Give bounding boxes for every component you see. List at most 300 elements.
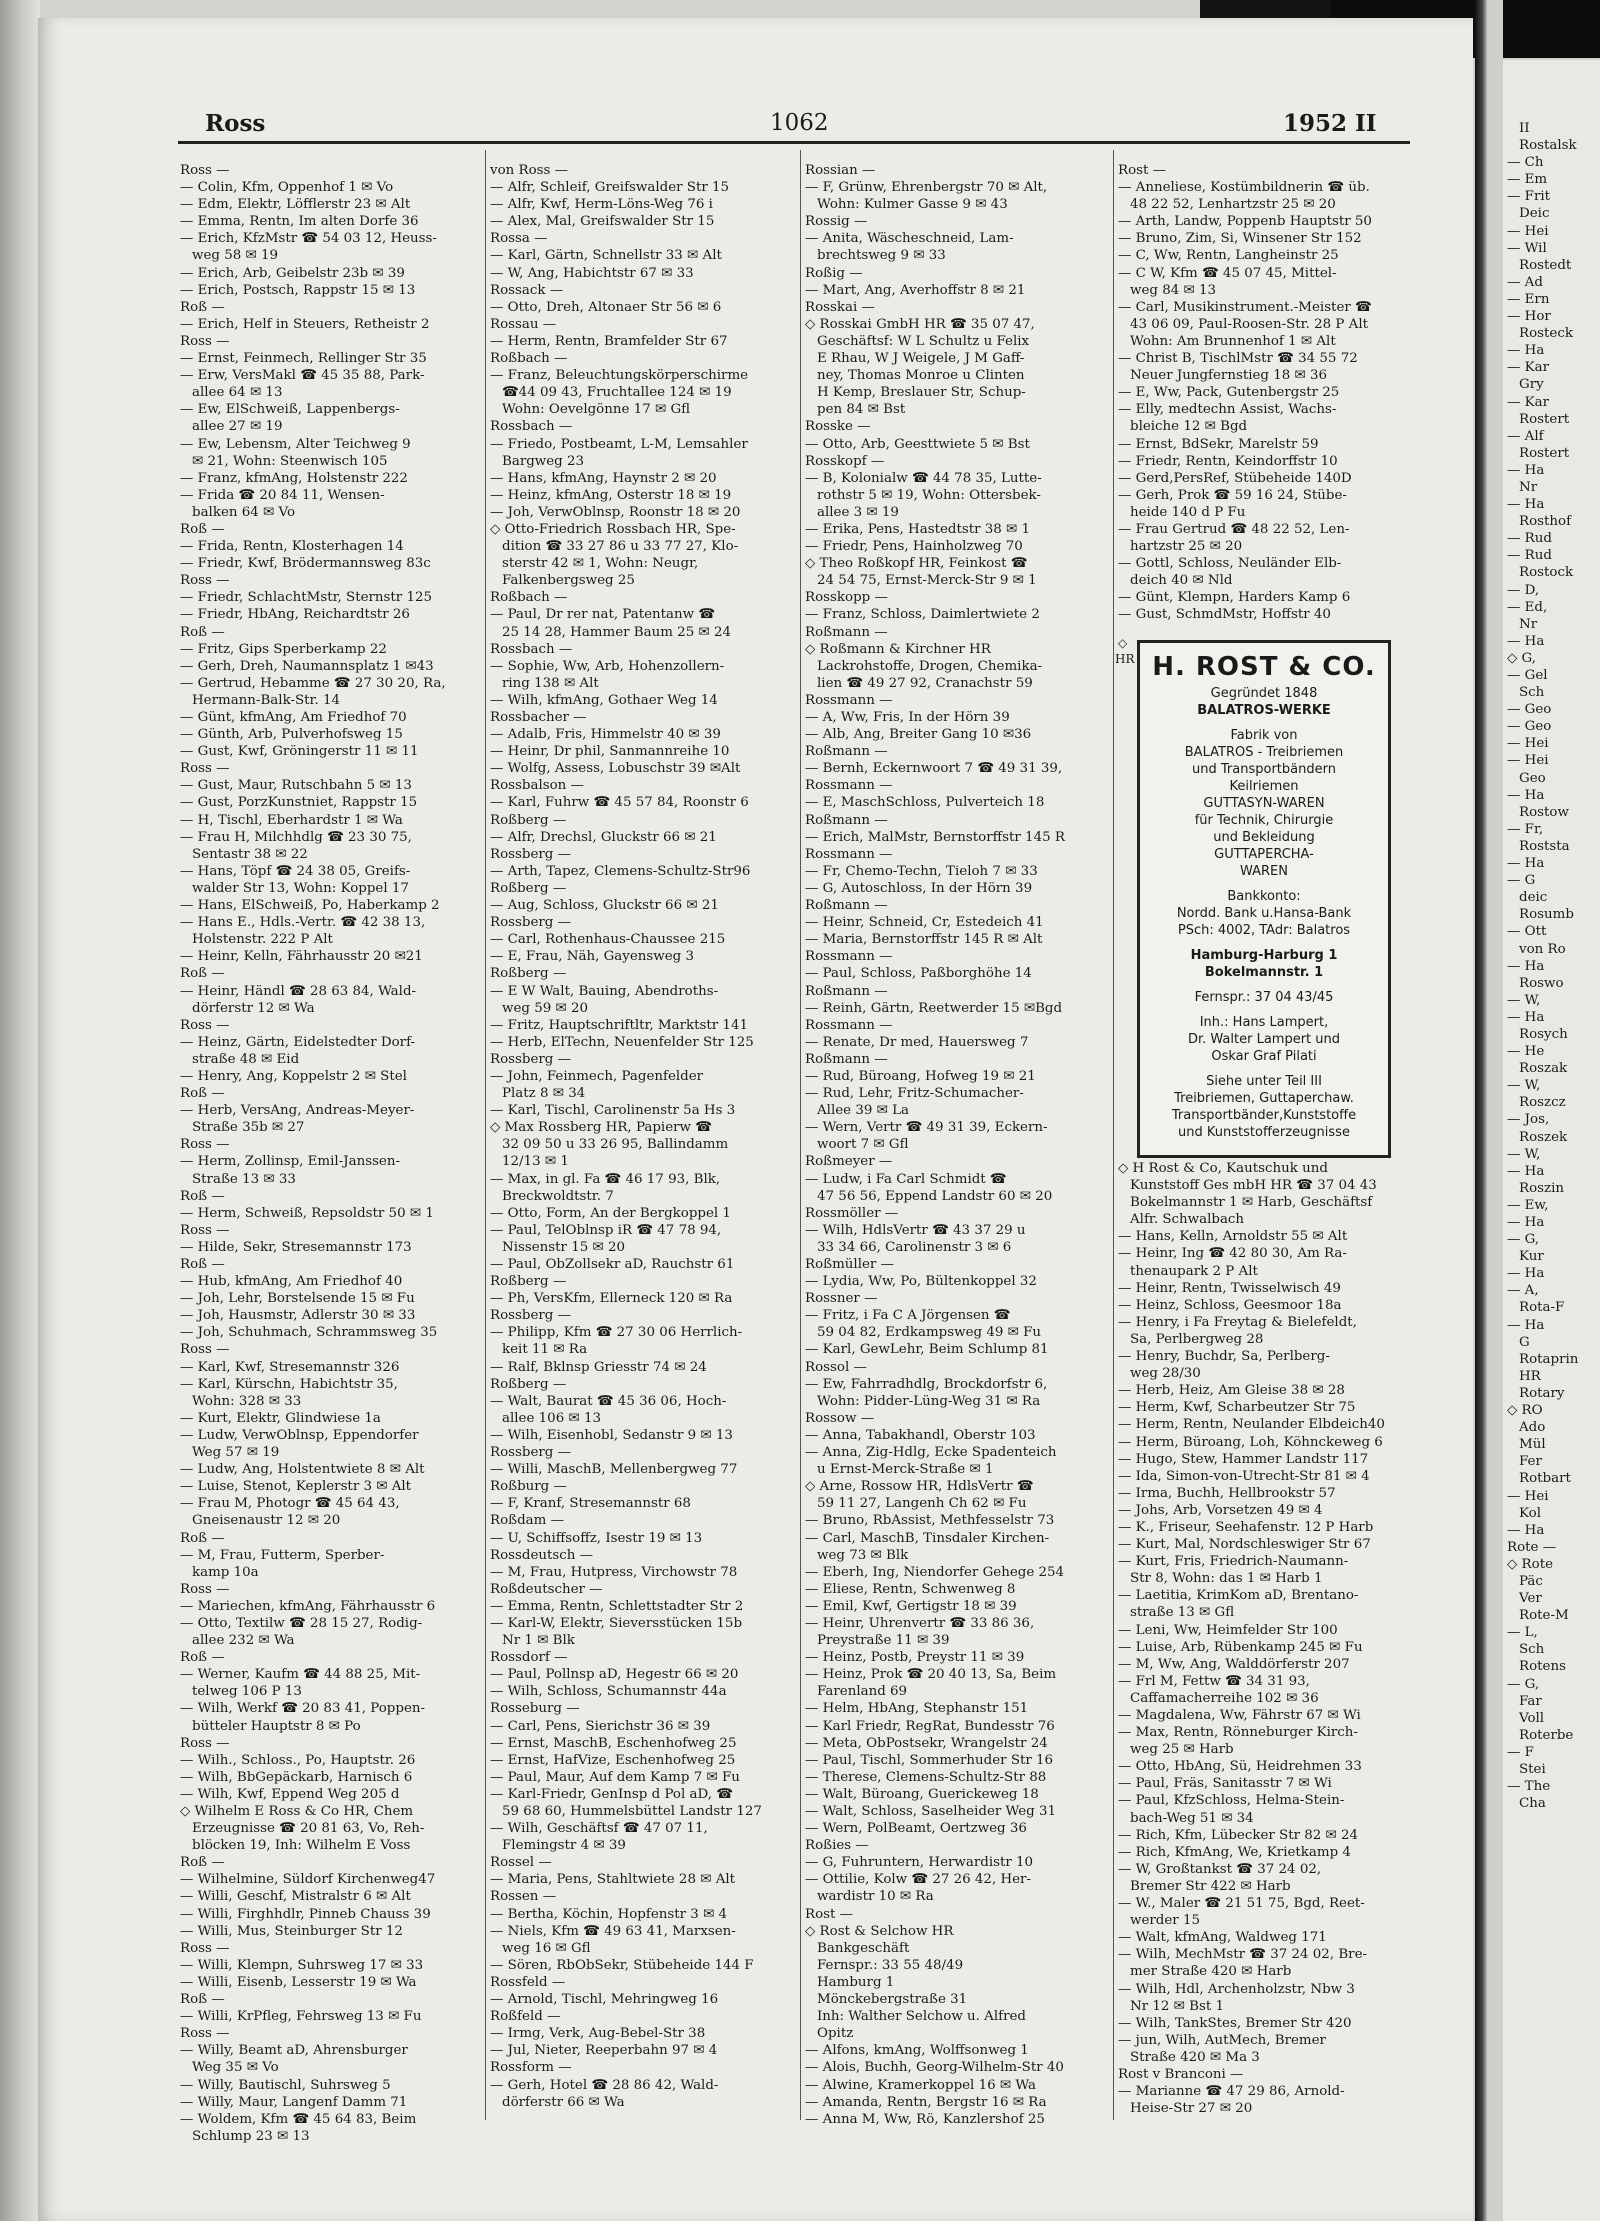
directory-entry-line: — Friedr, Pens, Hainholzweg 70 [805, 539, 1023, 555]
directory-entry-line: — K., Friseur, Seehafenstr. 12 P Harb [1118, 1519, 1374, 1535]
directory-entry-line: — Karl-W, Elektr, Sieversstücken 15b [490, 1615, 743, 1631]
directory-entry-line: telweg 106 P 13 [192, 1684, 302, 1700]
directory-entry-line: — Alfr, Drechsl, Gluckstr 66 ✉ 21 [490, 829, 717, 845]
directory-entry-line: Rossbalson — [490, 778, 584, 794]
directory-entry-line: — Ha [1507, 497, 1545, 513]
directory-entry-line: — Colin, Kfm, Oppenhof 1 ✉ Vo [180, 180, 394, 196]
ad-hr-marker: HR [1115, 652, 1135, 666]
directory-entry-line: Breckwoldtstr. 7 [502, 1188, 614, 1204]
directory-entry-line: Stei [1519, 1762, 1546, 1777]
directory-entry-line: — B, Kolonialw ☎ 44 78 35, Lutte- [805, 470, 1042, 486]
directory-entry-line: Roszin [1519, 1180, 1564, 1196]
directory-entry-line: — Irma, Buchh, Hellbrookstr 57 [1118, 1485, 1336, 1501]
directory-entry-line: Schlump 23 ✉ 13 [192, 2128, 310, 2144]
directory-entry-line: — Kurt, Fris, Friedrich-Naumann- [1118, 1554, 1349, 1570]
directory-entry-line: — Emma, Rentn, Schlettstadter Str 2 [490, 1598, 744, 1614]
directory-entry-line: — Frau H, Milchhdlg ☎ 23 30 75, [180, 829, 412, 845]
directory-entry-line: Päc [1519, 1573, 1543, 1589]
running-head-right: 1952 II [1283, 110, 1377, 137]
directory-entry-line: Neuer Jungfernstieg 18 ✉ 36 [1130, 368, 1328, 384]
directory-entry-line: — Heinr, Händl ☎ 28 63 84, Wald- [180, 983, 417, 999]
next-page-edge [1503, 60, 1600, 2221]
directory-entry-line: — Heinz, Schloss, Geesmoor 18a [1118, 1297, 1342, 1313]
directory-entry-line: — Karl, Tischl, Carolinenstr 5a Hs 3 [490, 1103, 736, 1119]
directory-entry-line: Rosseburg — [490, 1701, 580, 1717]
directory-entry-line: — Bertha, Köchin, Hopfenstr 3 ✉ 4 [490, 1906, 728, 1922]
directory-entry-line: ◇ Max Rossberg HR, Papierw ☎ [490, 1120, 712, 1136]
ad-owners [1140, 1014, 1388, 1065]
directory-entry-line: — Wilh, kfmAng, Gothaer Weg 14 [490, 692, 718, 708]
directory-entry-line: Rossmann — [805, 778, 893, 794]
directory-entry-line: — Frida ☎ 20 84 11, Wensen- [180, 487, 385, 503]
directory-entry-line: Roß — [180, 521, 225, 537]
directory-entry-line: deic [1519, 890, 1548, 906]
directory-entry-line: und Transportbändern [1192, 762, 1336, 777]
directory-entry-line: Nr 1 ✉ Blk [502, 1633, 575, 1649]
directory-entry-line: ◇ G, [1507, 650, 1537, 666]
directory-entry-line: — Franz, kfmAng, Holstenstr 222 [180, 470, 408, 486]
directory-entry-line: pen 84 ✉ Bst [817, 402, 906, 418]
directory-entry-line: — Maria, Bernstorffstr 145 R ✉ Alt [805, 932, 1043, 948]
directory-entry-line: GUTTASYN-WAREN [1203, 796, 1325, 811]
directory-entry-line: — Jos, [1507, 1112, 1550, 1128]
directory-entry-line: — Ha [1507, 1317, 1545, 1333]
directory-entry-line: Holstenstr. 222 P Alt [192, 932, 333, 948]
directory-entry-line: Rossbach — [490, 641, 573, 657]
directory-entry-line: — Herm, Schweiß, Repsoldstr 50 ✉ 1 [180, 1205, 434, 1221]
directory-entry-line: BALATROS - Treibriemen [1184, 745, 1344, 760]
directory-entry-line: Fabrik von [1230, 728, 1298, 743]
directory-entry-line: Voll [1519, 1710, 1545, 1726]
directory-entry-line: — Mart, Ang, Averhoffstr 8 ✉ 21 [805, 282, 1026, 298]
directory-entry-line: Rossmann — [805, 949, 893, 965]
directory-entry-line: — Otto, Textilw ☎ 28 15 27, Rodig- [180, 1615, 423, 1631]
directory-entry-line: — Alwine, Kramerkoppel 16 ✉ Wa [805, 2077, 1036, 2093]
directory-entry-line: — Herm, Büroang, Loh, Köhnckeweg 6 [1118, 1434, 1383, 1450]
directory-entry-line: weg 84 ✉ 13 [1130, 282, 1217, 298]
directory-entry-line: — Arnold, Tischl, Mehringweg 16 [490, 1992, 719, 2008]
directory-entry-line: — Wil [1507, 240, 1547, 256]
directory-entry-line: — Fritz, Hauptschriftltr, Marktstr 141 [490, 1017, 748, 1033]
directory-entry-line: — Walt, Baurat ☎ 45 36 06, Hoch- [490, 1393, 727, 1409]
directory-entry-line: weg 16 ✉ Gfl [502, 1940, 591, 1956]
directory-entry-line: 32 09 50 u 33 26 95, Ballindamm [502, 1137, 729, 1153]
directory-entry-line: — Hans E., Hdls.-Vertr. ☎ 42 38 13, [180, 915, 426, 931]
directory-entry-line: — Max, in gl. Fa ☎ 46 17 93, Blk, [490, 1171, 721, 1187]
ad-phone: Fernspr.: 37 04 43/45 [1194, 990, 1334, 1005]
directory-entry-line: — Joh, Hausmstr, Adlerstr 30 ✉ 33 [180, 1308, 416, 1324]
binding-left [0, 0, 40, 2221]
directory-entry-line: Geo [1519, 770, 1546, 786]
directory-entry-line: Rossel — [490, 1855, 552, 1871]
directory-entry-line: Erzeugnisse ☎ 20 81 63, Vo, Reh- [192, 1821, 425, 1837]
ad-title: H. ROST & CO. [1152, 652, 1376, 682]
directory-entry-line: — Ott [1507, 924, 1547, 940]
directory-entry-line: u Ernst-Merck-Straße ✉ 1 [817, 1462, 994, 1478]
directory-entry-line: — Karl, Kürschn, Habichtstr 35, [180, 1376, 398, 1392]
directory-entry-line: ◇ Otto-Friedrich Rossbach HR, Spe- [490, 521, 736, 537]
directory-entry-line: 24 54 75, Ernst-Merck-Str 9 ✉ 1 [817, 573, 1037, 589]
directory-entry-line: — Gust, Maur, Rutschbahn 5 ✉ 13 [180, 778, 412, 794]
ad-works: BALATROS-WERKE [1197, 703, 1331, 718]
directory-entry-line: — Herm, Kwf, Scharbeutzer Str 75 [1118, 1400, 1356, 1416]
directory-entry-line: und Kunststofferzeugnisse [1178, 1125, 1350, 1140]
directory-entry-line: — C W, Kfm ☎ 45 07 45, Mittel- [1118, 265, 1337, 281]
directory-entry-line: — Heinz, Postb, Preystr 11 ✉ 39 [805, 1650, 1025, 1666]
directory-entry-line: — Friedr, Kwf, Brödermannsweg 83c [180, 556, 431, 572]
directory-entry-line: — Wilh, Schloss, Schumannstr 44a [490, 1684, 727, 1700]
directory-entry-line: Rote-M [1519, 1608, 1569, 1624]
directory-entry-line: Roszak [1519, 1061, 1568, 1077]
directory-entry-line: — Ha [1507, 1009, 1545, 1025]
directory-entry-line: PSch: 4002, TAdr: Balatros [1177, 923, 1351, 938]
directory-entry-line: — Karl, Gärtn, Schnellstr 33 ✉ Alt [490, 248, 722, 264]
directory-entry-line: Roß — [180, 299, 225, 315]
directory-entry-line: GUTTAPERCHA- [1214, 847, 1314, 862]
directory-entry-line: Rosskopp — [805, 590, 888, 606]
directory-entry-line: — Heinr, Uhrenvertr ☎ 33 86 36, [805, 1615, 1035, 1631]
directory-entry-line: — Frit [1507, 189, 1551, 205]
directory-entry-line: Heise-Str 27 ✉ 20 [1130, 2101, 1253, 2117]
directory-entry-line: hartzstr 25 ✉ 20 [1130, 539, 1243, 555]
directory-entry-line: — Karl-Friedr, GenInsp d Pol aD, ☎ [490, 1786, 733, 1802]
directory-entry-line: Roszcz [1519, 1095, 1566, 1111]
directory-entry-line: — Sophie, Ww, Arb, Hohenzollern- [490, 658, 725, 674]
directory-entry-line: deich 40 ✉ Nld [1130, 573, 1233, 589]
directory-entry-line: — Paul, Maur, Auf dem Kamp 7 ✉ Fu [490, 1769, 740, 1785]
directory-entry-line: — Willi, KrPfleg, Fehrsweg 13 ✉ Fu [180, 2009, 422, 2025]
directory-entry-line: ◇ Arne, Rossow HR, HdlsVertr ☎ [805, 1479, 1034, 1495]
directory-entry-line: — Maria, Pens, Stahltwiete 28 ✉ Alt [490, 1872, 736, 1888]
directory-entry-line: — Ha [1507, 787, 1545, 803]
directory-entry-line: Roßies — [805, 1838, 869, 1854]
directory-entry-line: Inh.: Hans Lampert, [1199, 1015, 1329, 1030]
page-gap [1487, 0, 1503, 2221]
directory-entry-line: Rosumb [1519, 907, 1574, 923]
directory-entry-line: — Alfr, Schleif, Greifswalder Str 15 [490, 180, 730, 196]
directory-entry-line: Bokelmannstr. 1 [1204, 965, 1324, 980]
directory-entry-line: Sentastr 38 ✉ 22 [192, 846, 308, 862]
directory-entry-line: — Alfons, kmAng, Wolffsonweg 1 [805, 2043, 1029, 2059]
directory-entry-line: — Walt, Schloss, Saselheider Weg 31 [805, 1804, 1056, 1819]
directory-entry-line: Roßberg — [490, 812, 567, 828]
directory-entry-line: — Anna M, Ww, Rö, Kanzlershof 25 [805, 2111, 1045, 2127]
directory-entry-line: Caffamacherreihe 102 ✉ 36 [1130, 1690, 1319, 1706]
directory-entry-line: ✉ 21, Wohn: Steenwisch 105 [192, 453, 388, 469]
directory-entry-line: — Ew, Lebensm, Alter Teichweg 9 [180, 436, 411, 452]
directory-entry-line: — Wern, Vertr ☎ 49 31 39, Eckern- [805, 1120, 1048, 1136]
directory-entry-line: Nr 12 ✉ Bst 1 [1130, 1998, 1225, 2014]
directory-entry-line: — M, Frau, Futterm, Sperber- [180, 1547, 385, 1563]
directory-entry-line: — Reinh, Gärtn, Reetwerder 15 ✉Bgd [805, 1000, 1063, 1016]
directory-entry-line: 47 56 56, Eppend Landstr 60 ✉ 20 [817, 1188, 1053, 1204]
directory-entry-line: Sch [1519, 1642, 1545, 1658]
directory-entry-line: Rossberg — [490, 915, 572, 931]
directory-entry-line: Opitz [817, 2026, 854, 2042]
directory-entry-line: ◇ Roßmann & Kirchner HR [805, 641, 991, 657]
directory-entry-line: — Willi, MaschB, Mellenbergweg 77 [490, 1462, 738, 1478]
directory-entry-line: Roszek [1519, 1129, 1568, 1145]
directory-entry-line: Ross — [180, 1342, 230, 1358]
directory-entry-line: Ado [1519, 1420, 1546, 1436]
directory-entry-line: — Heinr, Kelln, Fährhausstr 20 ✉21 [180, 949, 423, 965]
directory-entry-line: Str 8, Wohn: das 1 ✉ Harb 1 [1130, 1571, 1323, 1587]
directory-entry-line: Keilriemen [1229, 779, 1299, 794]
directory-entry-line: — L, [1507, 1625, 1538, 1641]
directory-entry-line: — Bernh, Eckernwoort 7 ☎ 49 31 39, [805, 761, 1063, 777]
directory-entry-line: 33 34 66, Carolinenstr 3 ✉ 6 [817, 1239, 1012, 1255]
directory-entry-line: — Karl, Kwf, Stresemannstr 326 [180, 1359, 400, 1375]
directory-entry-line: Platz 8 ✉ 34 [502, 1086, 586, 1102]
directory-entry-line: — Lydia, Ww, Po, Bültenkoppel 32 [805, 1274, 1037, 1290]
directory-entry-line: — Heinz, Gärtn, Eidelstedter Dorf- [180, 1034, 416, 1050]
directory-entry-line: weg 73 ✉ Blk [817, 1547, 909, 1563]
directory-entry-line: Nr [1519, 616, 1538, 632]
directory-entry-line: — Alois, Buchh, Georg-Wilhelm-Str 40 [805, 2060, 1064, 2076]
directory-entry-line: — Wilhelmine, Süldorf Kirchenweg47 [180, 1872, 436, 1888]
directory-entry-line: — Therese, Clemens-Schultz-Str 88 [805, 1769, 1047, 1785]
directory-entry-line: Rossner — [805, 1291, 878, 1307]
directory-entry-line: — G, Autoschloss, In der Hörn 39 [805, 880, 1033, 896]
directory-entry-line: Rossberg — [490, 1051, 572, 1067]
directory-entry-line: — Ottilie, Kolw ☎ 27 26 42, Her- [805, 1872, 1031, 1888]
directory-entry-line: — Friedr, SchlachtMstr, Sternstr 125 [180, 590, 433, 606]
directory-entry-line: — Eliese, Rentn, Schwenweg 8 [805, 1581, 1016, 1597]
directory-entry-line: II [1519, 121, 1530, 136]
directory-entry-line: Rossberg — [490, 846, 572, 862]
book-spine [1475, 0, 1487, 2221]
directory-entry-line: — Gerh, Hotel ☎ 28 86 42, Wald- [490, 2077, 719, 2093]
directory-entry-line: Rostert [1519, 445, 1570, 461]
directory-entry-line: — Wilh, Kwf, Eppend Weg 205 d [180, 1786, 400, 1802]
running-head-left: Ross [205, 110, 266, 137]
directory-entry-line: allee 27 ✉ 19 [192, 419, 283, 435]
directory-entry-line: Bremer Str 422 ✉ Harb [1130, 1878, 1291, 1894]
directory-entry-line: — Wern, PolBeamt, Oertzweg 36 [805, 1821, 1027, 1837]
directory-entry-line: weg 59 ✉ 20 [502, 1000, 589, 1016]
directory-entry-line: Weg 57 ✉ 19 [192, 1445, 280, 1461]
ad-bank-title: Bankkonto: [1227, 889, 1301, 904]
directory-entry-line: Bankgeschäft [817, 1940, 910, 1956]
directory-entry-line: — Friedr, Rentn, Keindorffstr 10 [1118, 453, 1338, 469]
directory-entry-line: — Herb, VersAng, Andreas-Meyer- [180, 1103, 415, 1119]
directory-entry-line: — Joh, VerwOblnsp, Roonstr 18 ✉ 20 [490, 504, 741, 520]
column-2 [490, 162, 802, 2111]
directory-entry-line: Roß — [180, 1855, 225, 1871]
directory-entry-line: Ver [1519, 1591, 1542, 1607]
directory-entry-line: — Bruno, Zim, Si, Winsener Str 152 [1118, 231, 1362, 247]
directory-entry-line: heide 140 d P Fu [1130, 504, 1246, 520]
directory-entry-line: — F [1507, 1744, 1534, 1760]
directory-entry-line: Rossa — [490, 231, 548, 247]
directory-entry-line: — Ew, [1507, 1197, 1549, 1213]
directory-entry-line: — Ph, VersKfm, Ellerneck 120 ✉ Ra [490, 1291, 733, 1307]
directory-entry-line: — Geo [1507, 719, 1552, 735]
directory-entry-line: — Rud [1507, 548, 1552, 564]
directory-entry-line: ney, Thomas Monroe u Clinten [817, 368, 1025, 384]
directory-entry-line: — Ad [1507, 274, 1543, 290]
directory-entry-line: Rossform — [490, 2060, 572, 2076]
directory-entry-line: straße 13 ✉ Gfl [1130, 1605, 1235, 1621]
directory-entry-line: — Wilh., Schloss., Po, Hauptstr. 26 [180, 1752, 416, 1768]
directory-entry-line: — Hilde, Sekr, Stresemannstr 173 [180, 1239, 412, 1255]
directory-entry-line: — F, Grünw, Ehrenbergstr 70 ✉ Alt, [805, 180, 1048, 196]
directory-entry-line: Allee 39 ✉ La [817, 1103, 909, 1119]
directory-entry-line: — Hei [1507, 223, 1549, 239]
directory-entry-line: 25 14 28, Hammer Baum 25 ✉ 24 [502, 624, 731, 640]
directory-entry-line: Rostock [1519, 565, 1574, 581]
directory-entry-line: — H, Tischl, Eberhardstr 1 ✉ Wa [180, 812, 403, 828]
directory-entry-line: Roßmann — [805, 624, 888, 640]
directory-entry-line: Rossmann — [805, 1017, 893, 1033]
directory-entry-line: — Rud, Lehr, Fritz-Schumacher- [805, 1086, 1024, 1102]
directory-entry-line: — Ha [1507, 1266, 1545, 1282]
directory-entry-line: Straße 420 ✉ Ma 3 [1130, 2049, 1260, 2065]
directory-entry-line: — E, Ww, Pack, Gutenbergstr 25 [1118, 385, 1340, 401]
directory-entry-line: Roß — [180, 1086, 225, 1102]
directory-entry-line: Rotary [1519, 1385, 1565, 1401]
directory-entry-line: Sa, Perlbergweg 28 [1130, 1331, 1264, 1347]
directory-entry-line: Rosskopf — [805, 453, 885, 469]
directory-entry-line: — Wilh, TankStes, Bremer Str 420 [1118, 2015, 1352, 2031]
directory-entry-line: Flemingstr 4 ✉ 39 [502, 1838, 626, 1854]
directory-entry-line: — C, Ww, Rentn, Langheinstr 25 [1118, 248, 1339, 264]
directory-entry-line: — Wilh, Eisenhobl, Sedanstr 9 ✉ 13 [490, 1427, 733, 1443]
directory-entry-line: Rossian — [805, 163, 876, 178]
directory-entry-line: — Arth, Landw, Poppenb Hauptstr 50 [1118, 214, 1372, 230]
directory-entry-line: Hamburg-Harburg 1 [1190, 948, 1338, 963]
directory-entry-line: — Otto, Dreh, Altonaer Str 56 ✉ 6 [490, 299, 722, 315]
directory-entry-line: — Hei [1507, 753, 1549, 769]
directory-entry-line: — Herb, ElTechn, Neuenfelder Str 125 [490, 1034, 754, 1050]
directory-entry-line: ◇ RO [1507, 1403, 1543, 1419]
directory-entry-line: — Ch [1507, 155, 1544, 171]
directory-entry-line: — Heinz, kfmAng, Osterstr 18 ✉ 19 [490, 487, 732, 503]
directory-entry-line: — Kar [1507, 360, 1550, 376]
directory-entry-line: bütteler Hauptstr 8 ✉ Po [192, 1718, 361, 1734]
directory-entry-line: Rossbach — [490, 419, 573, 435]
directory-entry-line: — U, Schiffsoffz, Isestr 19 ✉ 13 [490, 1530, 703, 1546]
directory-entry-line: Rostow [1519, 804, 1569, 820]
directory-entry-line: Nissenstr 15 ✉ 20 [502, 1239, 626, 1255]
directory-entry-line: — Jul, Nieter, Reeperbahn 97 ✉ 4 [490, 2043, 718, 2059]
directory-entry-line: Weg 35 ✉ Vo [192, 2060, 279, 2076]
directory-entry-line: Inh: Walther Selchow u. Alfred [817, 2009, 1026, 2025]
directory-entry-line: — Magdalena, Ww, Fährstr 67 ✉ Wi [1118, 1708, 1361, 1723]
directory-entry-line: — Wilh, MechMstr ☎ 37 24 02, Bre- [1118, 1947, 1368, 1963]
directory-entry-line: Treibriemen, Guttaperchaw. [1174, 1091, 1354, 1106]
directory-entry-line: — Alfr, Kwf, Herm-Löns-Weg 76 i [490, 197, 713, 213]
directory-entry-line: — Ha [1507, 856, 1545, 872]
directory-entry-line: — Rud [1507, 531, 1552, 547]
directory-entry-line: — Werner, Kaufm ☎ 44 88 25, Mit- [180, 1667, 421, 1683]
directory-entry-line: — Amanda, Rentn, Bergstr 16 ✉ Ra [805, 2094, 1047, 2110]
directory-entry-line: — W, Ang, Habichtstr 67 ✉ 33 [490, 265, 694, 281]
directory-entry-line: Far [1519, 1693, 1542, 1709]
directory-entry-line: — Willy, Beamt aD, Ahrensburger [180, 2043, 408, 2059]
directory-entry-line: ring 138 ✉ Alt [502, 675, 599, 691]
directory-entry-line: Lackrohstoffe, Drogen, Chemika- [817, 658, 1043, 674]
directory-entry-line: Rossol — [805, 1359, 867, 1375]
directory-entry-line: — Renate, Dr med, Hauersweg 7 [805, 1034, 1029, 1050]
directory-entry-line: ◇ Rosskai GmbH HR ☎ 35 07 47, [805, 316, 1035, 332]
directory-entry-line: Rossfeld — [490, 1974, 566, 1990]
directory-entry-line: — Fritz, i Fa C A Jörgensen ☎ [805, 1308, 1011, 1324]
directory-entry-line: — Friedo, Postbeamt, L-M, Lemsahler [490, 436, 748, 452]
directory-entry-line: walder Str 13, Wohn: Koppel 17 [192, 880, 409, 896]
directory-entry-line: Wohn: Am Brunnenhof 1 ✉ Alt [1130, 333, 1336, 349]
directory-entry-line: — Hei [1507, 1488, 1549, 1504]
directory-entry-line: Roßberg — [490, 1376, 567, 1392]
directory-entry-line: — Emma, Rentn, Im alten Dorfe 36 [180, 214, 419, 230]
column-4-top [1118, 162, 1410, 624]
directory-entry-line: — Helm, HbAng, Stephanstr 151 [805, 1701, 1029, 1717]
directory-entry-line: bleiche 12 ✉ Bgd [1130, 419, 1248, 435]
directory-entry-line: für Technik, Chirurgie [1194, 813, 1334, 828]
ad-address [1140, 947, 1388, 981]
directory-entry-line: sterstr 42 ✉ 1, Wohn: Neugr, [502, 556, 699, 572]
directory-entry-line: Fernspr.: 33 55 48/49 [817, 1957, 964, 1973]
directory-entry-line: — Wilh, Hdl, Archenholzstr, Nbw 3 [1118, 1981, 1355, 1997]
directory-entry-line: — Erw, VersMakl ☎ 45 35 88, Park- [180, 368, 425, 384]
directory-entry-line: — Paul, Dr rer nat, Patentanw ☎ [490, 607, 716, 623]
directory-entry-line: Rossdorf — [490, 1650, 568, 1666]
directory-entry-line: — Ernst, Feinmech, Rellinger Str 35 [180, 351, 427, 367]
directory-entry-line: — Walt, kfmAng, Waldweg 171 [1118, 1930, 1327, 1946]
directory-entry-line: mer Straße 420 ✉ Harb [1130, 1964, 1292, 1980]
directory-entry-line: — Willi, Geschf, Mistralstr 6 ✉ Alt [180, 1889, 411, 1905]
directory-entry-line: — Gerh, Prok ☎ 59 16 24, Stübe- [1118, 487, 1347, 503]
directory-entry-line: — Erich, KfzMstr ☎ 54 03 12, Heuss- [180, 231, 437, 247]
ad-diamond-marker: ◇ [1118, 636, 1128, 650]
directory-entry-line: — Erika, Pens, Hastedtstr 38 ✉ 1 [805, 521, 1031, 537]
directory-entry-line: — Gust, Kwf, Gröningerstr 11 ✉ 11 [180, 744, 419, 760]
directory-entry-line: — Ha [1507, 462, 1545, 478]
directory-entry-line: Rostert [1519, 411, 1570, 427]
ad-product-lines [1140, 727, 1388, 880]
directory-entry-line: allee 3 ✉ 19 [817, 504, 899, 520]
directory-entry-line: — Fr, [1507, 821, 1544, 837]
directory-entry-line: Straße 35b ✉ 27 [192, 1120, 305, 1136]
directory-entry-line: — Ha [1507, 1163, 1545, 1179]
directory-entry-line: — Carl, Musikinstrument.-Meister ☎ [1118, 299, 1372, 315]
directory-entry-line: — W., Maler ☎ 21 51 75, Bgd, Reet- [1118, 1896, 1365, 1912]
directory-entry-line: Rossmöller — [805, 1205, 899, 1221]
directory-entry-line: Roß — [180, 1530, 225, 1546]
directory-entry-line: — W, [1507, 1078, 1541, 1094]
directory-entry-line: — Joh, Lehr, Borstelsende 15 ✉ Fu [180, 1291, 415, 1307]
directory-entry-line: Rote — [1507, 1539, 1557, 1555]
ad-founded: Gegründet 1848 [1210, 686, 1318, 701]
directory-entry-line: — Irmg, Verk, Aug-Bebel-Str 38 [490, 2026, 706, 2042]
directory-entry-line: Rossbacher — [490, 710, 587, 725]
directory-entry-line: Roterbe [1519, 1727, 1574, 1743]
directory-entry-line: — Ida, Simon-von-Utrecht-Str 81 ✉ 4 [1118, 1468, 1370, 1484]
directory-entry-line: — Willi, Mus, Steinburger Str 12 [180, 1923, 403, 1939]
directory-entry-line: Rossack — [490, 282, 564, 298]
column-3 [805, 162, 1117, 2128]
directory-entry-line: Gry [1519, 377, 1544, 393]
directory-entry-line: — Paul, KfzSchloss, Helma-Stein- [1118, 1793, 1345, 1809]
directory-entry-line: — Niels, Kfm ☎ 49 63 41, Marxsen- [490, 1923, 736, 1939]
directory-entry-line: — Em [1507, 172, 1548, 188]
directory-entry-line: Kunststoff Ges mbH HR ☎ 37 04 43 [1130, 1178, 1377, 1194]
directory-entry-line: von Ross — [490, 163, 569, 178]
directory-entry-line: — Ludw, i Fa Carl Schmidt ☎ [805, 1171, 1007, 1187]
directory-entry-line: — Henry, Ang, Koppelstr 2 ✉ Stel [180, 1068, 407, 1084]
directory-entry-line: Roßmann — [805, 898, 888, 914]
directory-entry-line: Roßberg — [490, 966, 567, 982]
